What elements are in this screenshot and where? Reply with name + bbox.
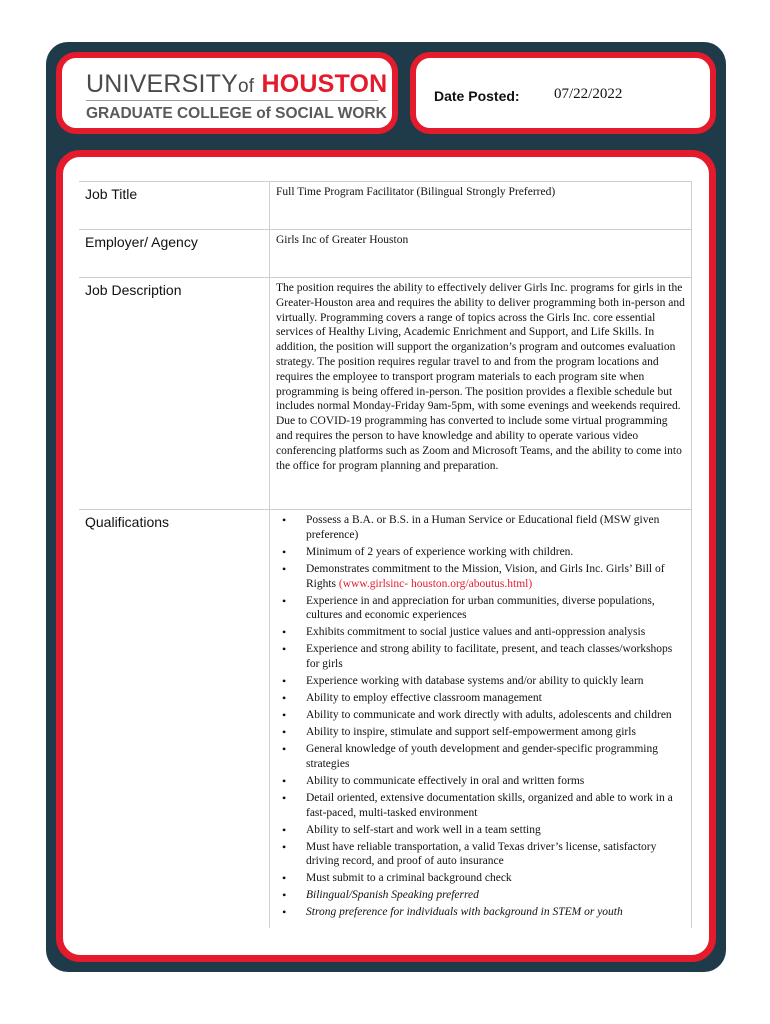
list-item: • Experience working with database systems and/or ability to quickly learn [306, 674, 685, 689]
logo-subtitle: GRADUATE COLLEGE of SOCIAL WORK [86, 105, 387, 122]
description-row [79, 278, 692, 510]
qualifications-row [79, 510, 692, 929]
list-item: • Minimum of 2 years of experience working with children. [306, 545, 685, 560]
job-title-value: Full Time Program Facilitator (Bilingual Strongly Preferred) [270, 182, 692, 230]
girls-inc-rights-link[interactable]: (www.girlsinc- houston.org/aboutus.html) [338, 577, 533, 590]
employer-label: Employer/ Agency [79, 230, 270, 278]
qualifications-value [270, 510, 692, 929]
employer-row [79, 230, 692, 278]
job-title-label: Job Title [79, 182, 270, 230]
qualifications-list [276, 513, 685, 920]
qualifications-label: Qualifications [79, 510, 270, 929]
list-item: • Experience in and appreciation for urban communities, diverse populations, cultures and economic experiences [306, 594, 685, 624]
logo-divider [86, 100, 378, 101]
list-item: • Ability to employ effective classroom management [306, 691, 685, 706]
list-item: • Exhibits commitment to social justice values and anti-oppression analysis [306, 625, 685, 640]
list-item: • Experience and strong ability to facilitate, present, and teach classes/workshops for girls [306, 642, 685, 672]
description-value: The position requires the ability to effectively deliver Girls Inc. programs for girls in the Greater-Houston area and requires the ability to deliver programming both in-person and virtually. Programming covers a range of topics across the Girls Inc. core essential services of Healthy Living, Academic Enrichment and Support, and Life Skills. In addition, the position will support the organization’s program and outcomes evaluation strategy. The position requires regular travel to and from the program locations and requires the employee to transport program materials to each program site when programming is being offered in-person. The position provides a flexible schedule but includes normal Monday-Friday 9am-5pm, with some evenings and weekends required. Due to COVID-19 programming has converted to include some virtual programming and requires the person to have knowledge and ability to operate various video conferencing platforms such as Zoom and Microsoft Teams, and the ability to come into the office for program planning and preparation. [270, 278, 692, 510]
logo-title: UNIVERSITYof HOUSTON [86, 70, 388, 98]
list-item: • Must submit to a criminal background check [306, 871, 685, 886]
job-details-table [79, 181, 692, 928]
list-item: • Must have reliable transportation, a valid Texas driver’s license, satisfactory driving record, and proof of auto insurance [306, 840, 685, 870]
list-item: • Strong preference for individuals with background in STEM or youth [306, 905, 685, 920]
list-item: • Ability to self-start and work well in a team setting [306, 823, 685, 838]
date-posted-box [410, 52, 716, 134]
description-label: Job Description [79, 278, 270, 510]
list-item: • Ability to communicate effectively in oral and written forms [306, 774, 685, 789]
university-logo [56, 52, 398, 134]
employer-value: Girls Inc of Greater Houston [270, 230, 692, 278]
list-item: • Possess a B.A. or B.S. in a Human Service or Educational field (MSW given preference) [306, 513, 685, 543]
list-item: • Detail oriented, extensive documentation skills, organized and able to work in a fast-paced, multi-tasked environment [306, 791, 685, 821]
list-item: • Ability to inspire, stimulate and support self-empowerment among girls [306, 725, 685, 740]
job-title-row [79, 182, 692, 230]
list-item: • General knowledge of youth development and gender-specific programming strategies [306, 742, 685, 772]
list-item: • Bilingual/Spanish Speaking preferred [306, 888, 685, 903]
list-item: • Ability to communicate and work directly with adults, adolescents and children [306, 708, 685, 723]
list-item: • Demonstrates commitment to the Mission, Vision, and Girls Inc. Girls’ Bill of Rights (www.girlsinc- houston.org/aboutus.html) [306, 562, 685, 592]
date-posted-value: 07/22/2022 [554, 86, 623, 102]
date-posted-label: Date Posted: [434, 88, 520, 104]
